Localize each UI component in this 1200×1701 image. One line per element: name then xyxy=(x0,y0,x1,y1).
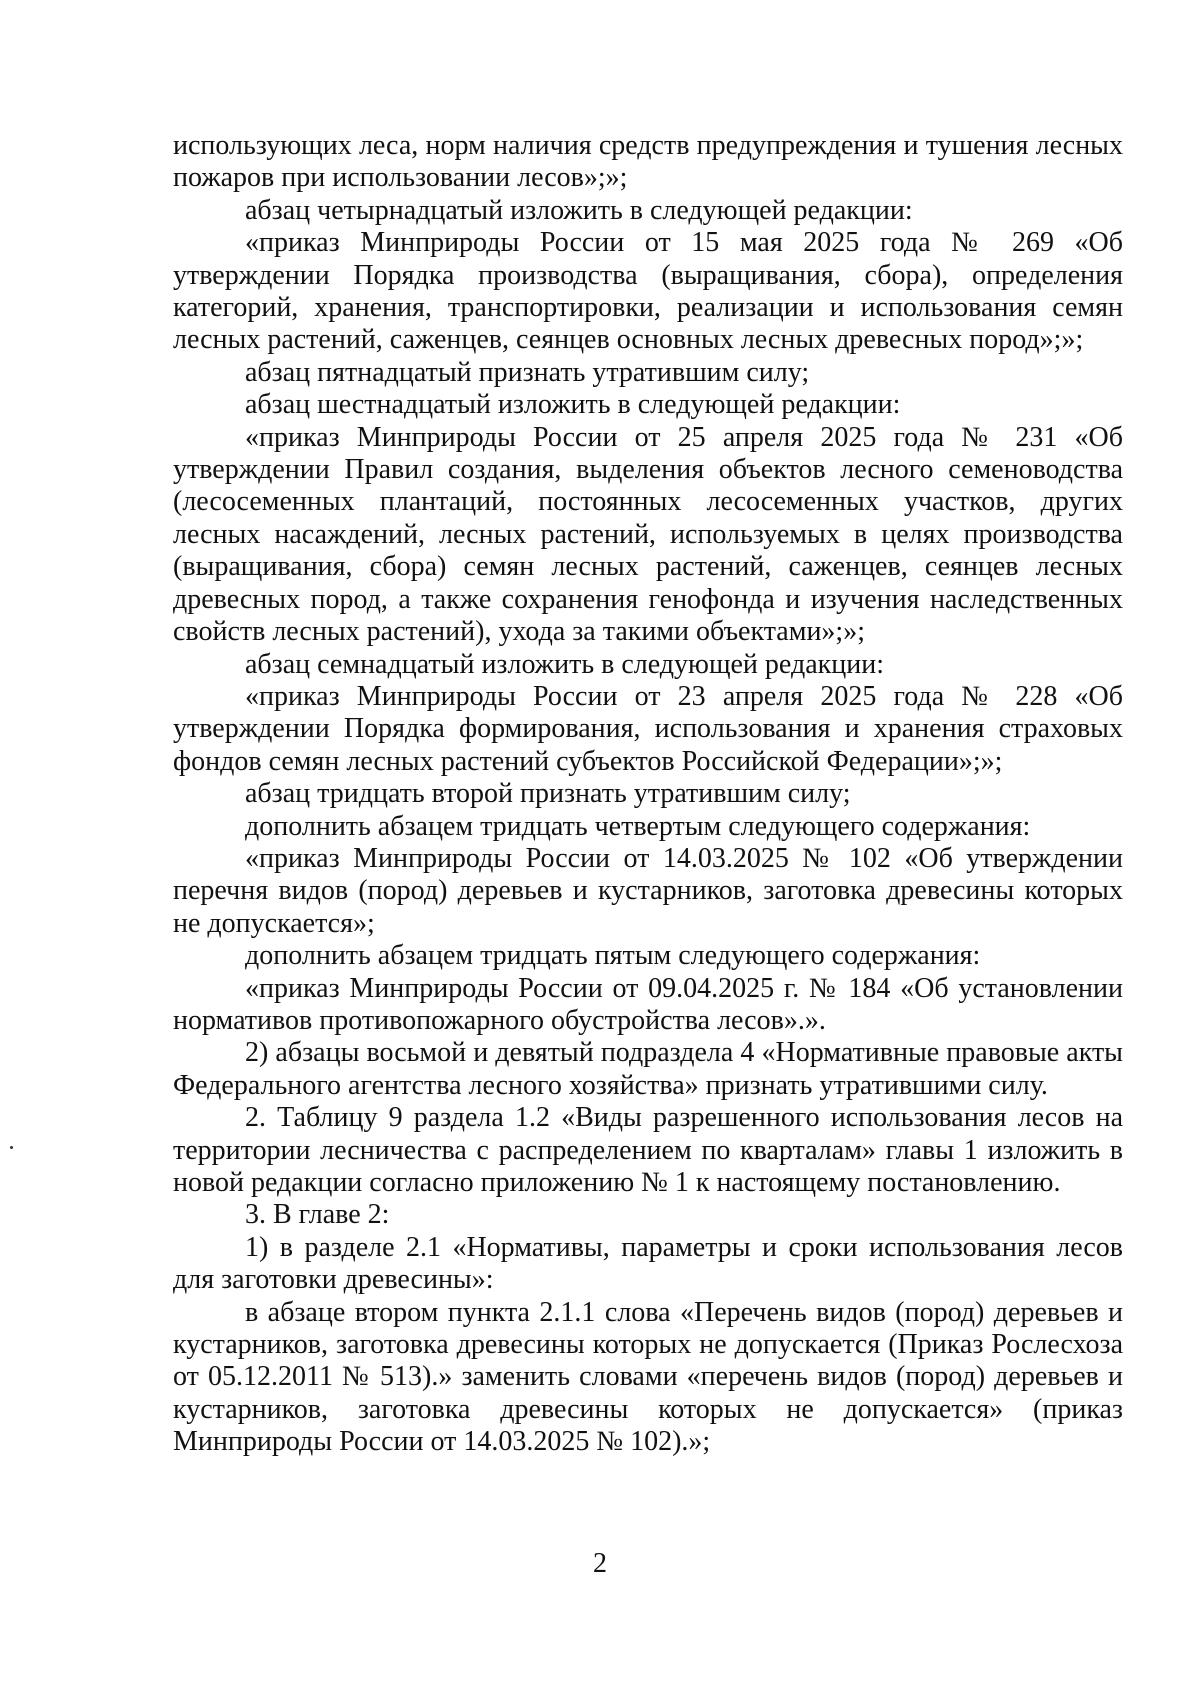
paragraph-amend-16: абзац шестнадцатый изложить в следующей редакции: xyxy=(245,389,901,421)
paragraph-order-269: «приказ Минприроды России от 15 мая 2025 года № 269 «Об утверждении Порядка производства (выращивания, сбора), определения категорий, хранения, транспортировки, реализации и использования семян лесных растений, саженцев, сеянцев основных лесных древесных пород»;»; xyxy=(173,227,1123,356)
paragraph-item-2-subsection-4: 2) абзацы восьмой и девятый подраздела 4 «Нормативные правовые акты Федерального агентства лесного хозяйства» признать утратившими силу. xyxy=(173,1037,1123,1101)
paragraph-item-3-chapter-2: 3. В главе 2: xyxy=(245,1199,390,1231)
scan-speck xyxy=(10,1146,13,1149)
paragraph-add-35: дополнить абзацем тридцать пятым следующего содержания: xyxy=(245,940,981,972)
paragraph-item-2-table-9: 2. Таблицу 9 раздела 1.2 «Виды разрешенного использования лесов на территории лесничества с распределением по кварталам» главы 1 изложить в новой редакции согласно приложению № 1 к настоящему постановлению. xyxy=(173,1102,1123,1198)
paragraph-order-184: «приказ Минприроды России от 09.04.2025 г. № 184 «Об установлении нормативов противопожарного обустройства лесов».». xyxy=(173,972,1123,1036)
paragraph-order-231: «приказ Минприроды России от 25 апреля 2025 года № 231 «Об утверждении Правил создания, выделения объектов лесного семеноводства (лесосеменных плантаций, постоянных лесосеменных участков, других лесных насаждений, лесных растений, используемых в целях производства (выращивания, сбора) семян лесных растений, саженцев, сеянцев лесных древесных пород, а также сохранения генофонда и изучения наследственных свойств лесных растений), ухода за такими объектами»;»; xyxy=(173,421,1123,648)
page-number: 2 xyxy=(593,1548,607,1579)
paragraph-add-34: дополнить абзацем тридцать четвертым следующего содержания: xyxy=(245,810,1031,842)
paragraph-amend-15: абзац пятнадцатый признать утратившим силу; xyxy=(245,356,810,388)
paragraph-item-1-section-2-1: 1) в разделе 2.1 «Нормативы, параметры и сроки использования лесов для заготовки древесины»: xyxy=(173,1231,1123,1296)
paragraph-amend-14: абзац четырнадцатый изложить в следующей редакции: xyxy=(245,194,913,226)
paragraph-order-228: «приказ Минприроды России от 23 апреля 2025 года № 228 «Об утверждении Порядка формирования, использования и хранения страховых фондов семян лесных растений субъектов Российской Федерации»;»; xyxy=(173,680,1123,777)
document-body xyxy=(173,130,1123,1459)
paragraph-continuation: использующих леса, норм наличия средств предупреждения и тушения лесных пожаров при использовании лесов»;»; xyxy=(173,130,1123,194)
paragraph-point-2-1-1: в абзаце втором пункта 2.1.1 слова «Перечень видов (пород) деревьев и кустарников, заготовка древесины которых не допускается (Приказ Рослесхоза от 05.12.2011 № 513).» заменить словами «перечень видов (пород) деревьев и кустарников, заготовка древесины которых не допускается» (приказ Минприроды России от 14.03.2025 № 102).»; xyxy=(173,1296,1123,1458)
paragraph-amend-17: абзац семнадцатый изложить в следующей редакции: xyxy=(245,648,884,680)
paragraph-amend-32: абзац тридцать второй признать утратившим силу; xyxy=(245,778,851,810)
paragraph-order-102: «приказ Минприроды России от 14.03.2025 № 102 «Об утверждении перечня видов (пород) деревьев и кустарников, заготовка древесины которых не допускается»; xyxy=(173,842,1123,939)
